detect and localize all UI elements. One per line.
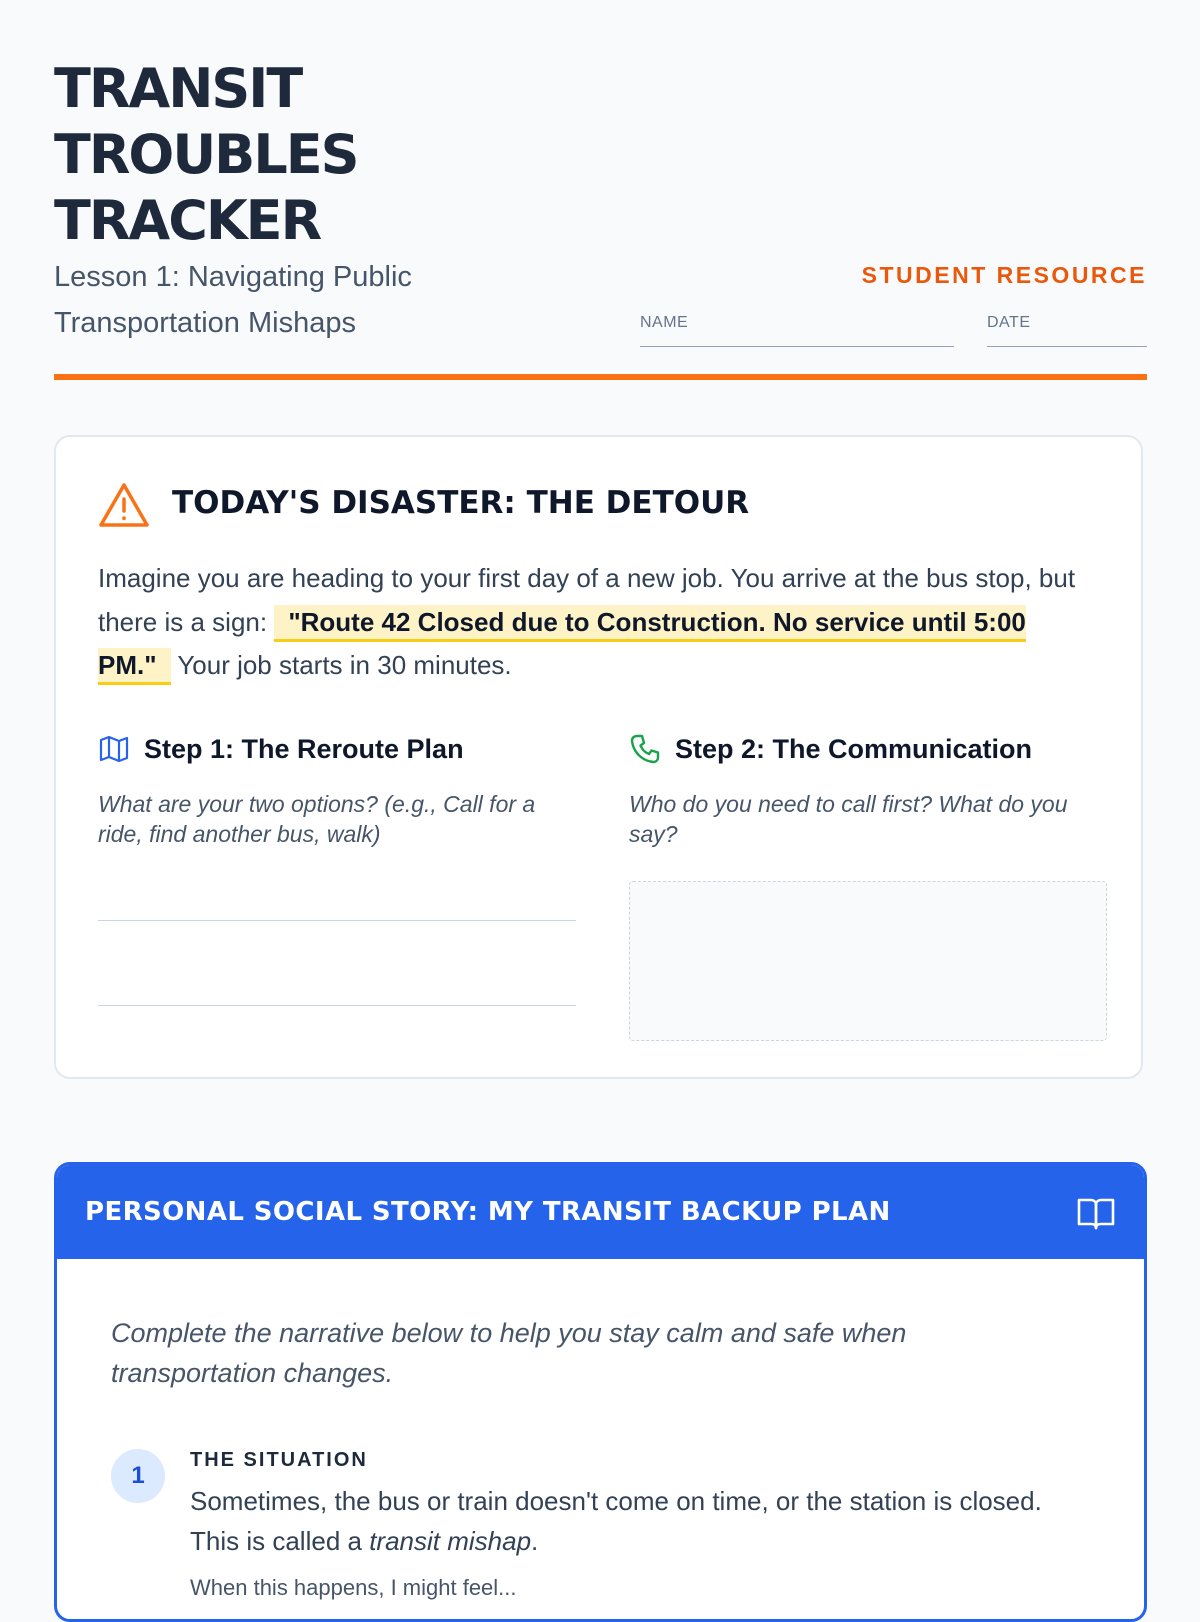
reroute-answer-line-2[interactable] xyxy=(98,1005,576,1006)
step1-prompt: What are your two options? (e.g., Call for a ride, find another bus, walk) xyxy=(98,791,536,847)
title-line-2: TROUBLES xyxy=(54,123,358,186)
disaster-title: TODAY'S DISASTER: THE DETOUR xyxy=(172,485,750,521)
date-field[interactable] xyxy=(987,314,1147,347)
book-icon xyxy=(1076,1192,1116,1232)
social-story-title: PERSONAL SOCIAL STORY: MY TRANSIT BACKUP PLAN xyxy=(85,1197,891,1227)
social-story-intro: Complete the narrative below to help you stay calm and safe when transportation changes. xyxy=(111,1318,907,1388)
step2-prompt: Who do you need to call first? What do you say? xyxy=(629,791,1068,847)
name-field[interactable] xyxy=(640,314,954,347)
communication-answer-box[interactable] xyxy=(629,881,1107,1041)
map-icon xyxy=(98,733,130,765)
feelings-prompt: When this happens, I might feel... xyxy=(190,1575,517,1600)
disaster-card xyxy=(54,435,1143,1079)
phone-icon xyxy=(629,733,661,765)
name-field-label: NAME xyxy=(640,314,689,331)
step-reroute-plan xyxy=(98,729,578,849)
lesson-subtitle: Lesson 1: Navigating Public Transportation Mishaps xyxy=(54,261,412,339)
page-title xyxy=(54,56,614,254)
title-line-1: TRANSIT xyxy=(54,57,302,120)
warning-icon xyxy=(98,481,150,529)
step1-title: Step 1: The Reroute Plan xyxy=(144,733,464,764)
situation-text-end: . xyxy=(531,1526,539,1556)
situation-text-start: Sometimes, the bus or train doesn't come on time, or the station is closed. This is called a xyxy=(190,1486,1042,1556)
situation-label: THE SITUATION xyxy=(190,1449,368,1471)
student-resource-label: STUDENT RESOURCE xyxy=(861,262,1147,288)
scenario-outro: Your job starts in 30 minutes. xyxy=(170,650,512,680)
title-line-3: TRACKER xyxy=(54,189,321,252)
situation-term: transit mishap xyxy=(369,1526,532,1556)
social-story-section xyxy=(54,1162,1147,1622)
social-story-header xyxy=(57,1165,1144,1259)
disaster-scenario xyxy=(98,557,1078,688)
date-field-label: DATE xyxy=(987,314,1031,331)
header-divider xyxy=(54,374,1147,380)
step2-title: Step 2: The Communication xyxy=(675,733,1033,764)
scenario-intro: Imagine you are heading to your first day of a new job. You arrive at the bus stop, but there is a sign: xyxy=(98,563,1076,637)
reroute-answer-line-1[interactable] xyxy=(98,920,576,921)
situation-text xyxy=(190,1481,1070,1561)
step-communication xyxy=(629,729,1109,849)
section-number-badge: 1 xyxy=(111,1449,165,1503)
construction-sign-quote: "Route 42 Closed due to Construction. No service until 5:00 PM." xyxy=(98,605,1026,686)
